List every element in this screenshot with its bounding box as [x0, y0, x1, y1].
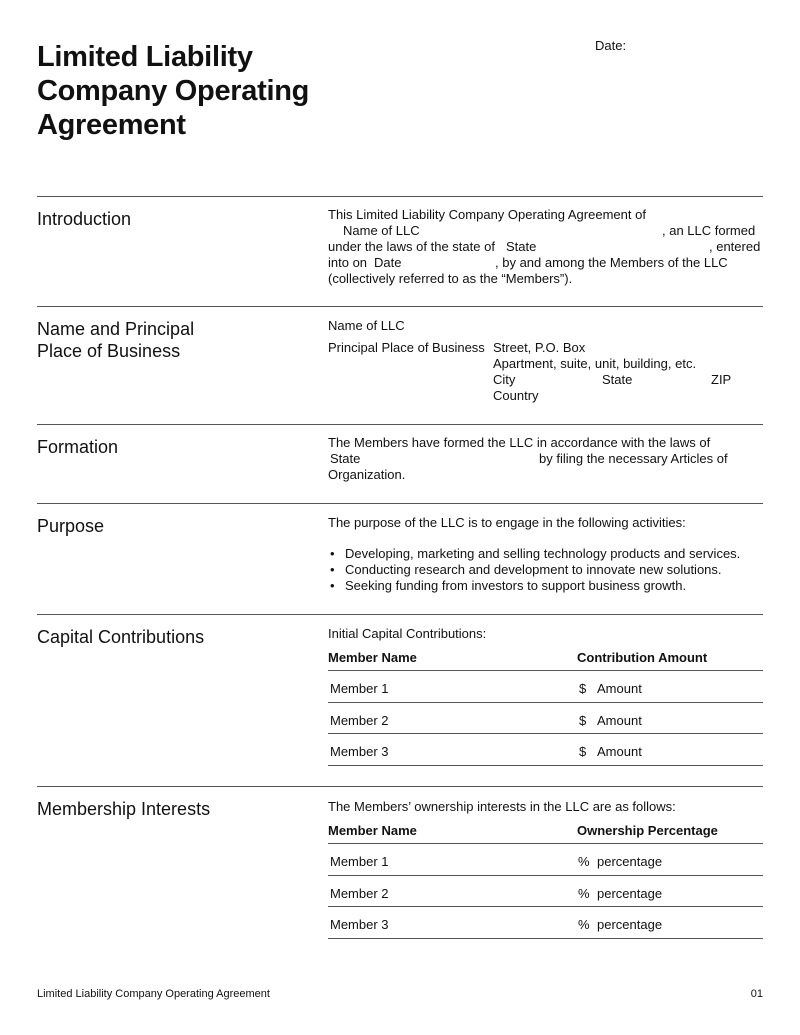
purpose-list [328, 546, 740, 594]
membership-heading: Membership Interests [37, 799, 211, 819]
percentage-field[interactable]: percentage [597, 886, 663, 901]
table-row-member: Member 2 [330, 886, 389, 901]
percent-symbol: % [578, 886, 590, 901]
section-divider [37, 614, 763, 615]
llc-name-field[interactable]: Name of LLC [328, 318, 405, 333]
intro-line-5: (collectively referred to as the “Members”). [328, 271, 573, 286]
formation-line-2: by filing the necessary Articles of [539, 451, 728, 466]
list-item: • Developing, marketing and selling technology products and services. [328, 546, 740, 562]
zip-field[interactable]: ZIP [711, 372, 732, 387]
section-divider [37, 196, 763, 197]
currency-symbol: $ [579, 744, 587, 759]
amount-field[interactable]: Amount [597, 681, 642, 696]
list-item: • Seeking funding from investors to support business growth. [328, 578, 740, 594]
percent-symbol: % [578, 854, 590, 869]
llc-name-field[interactable]: Name of LLC [343, 223, 420, 238]
page-number: 01 [750, 988, 763, 1000]
table-divider [328, 670, 763, 671]
table-divider [328, 938, 763, 939]
amount-field[interactable]: Amount [597, 744, 642, 759]
table-header-percentage: Ownership Percentage [577, 823, 718, 838]
amount-field[interactable]: Amount [597, 713, 642, 728]
table-header-amount: Contribution Amount [577, 650, 708, 665]
formation-line-3: Organization. [328, 467, 406, 482]
date-label: Date: [595, 38, 627, 53]
intro-line-3: under the laws of the state of [328, 239, 495, 254]
intro-line-4: into on [328, 255, 368, 270]
percent-symbol: % [578, 917, 590, 932]
table-row-member: Member 1 [330, 681, 389, 696]
intro-line-3-tail: , entered [709, 239, 761, 254]
table-row-member: Member 1 [330, 854, 389, 869]
page-title: Limited Liability Company Operating Agreement [37, 41, 310, 141]
currency-symbol: $ [579, 713, 587, 728]
formation-line-1: The Members have formed the LLC in accordance with the laws of [328, 435, 711, 450]
formation-heading: Formation [37, 437, 119, 457]
section-divider [37, 424, 763, 425]
state-field[interactable]: State [506, 239, 537, 254]
date-field[interactable]: Date [374, 255, 402, 270]
introduction-heading: Introduction [37, 209, 132, 229]
formation-state-field[interactable]: State [330, 451, 361, 466]
section-divider [37, 786, 763, 787]
table-divider [328, 906, 763, 907]
table-row-member: Member 3 [330, 744, 389, 759]
intro-line-2: , an LLC formed [662, 223, 756, 238]
table-header-member: Member Name [328, 650, 417, 665]
intro-line-4-tail: , by and among the Members of the LLC [495, 255, 728, 270]
table-divider [328, 733, 763, 734]
table-row-member: Member 3 [330, 917, 389, 932]
footer-title: Limited Liability Company Operating Agreement [37, 988, 270, 1000]
table-divider [328, 765, 763, 766]
intro-line-1: This Limited Liability Company Operating Agreement of [328, 207, 646, 222]
street-field[interactable]: Street, P.O. Box [493, 340, 586, 355]
currency-symbol: $ [579, 681, 587, 696]
purpose-heading: Purpose [37, 516, 105, 536]
state-field[interactable]: State [602, 372, 633, 387]
capital-heading: Capital Contributions [37, 627, 205, 647]
table-divider [328, 702, 763, 703]
name-place-heading: Name and Principal Place of Business [37, 319, 195, 361]
purpose-intro: The purpose of the LLC is to engage in the following activities: [328, 515, 686, 530]
table-row-member: Member 2 [330, 713, 389, 728]
apartment-field[interactable]: Apartment, suite, unit, building, etc. [493, 356, 697, 371]
percentage-field[interactable]: percentage [597, 854, 663, 869]
city-field[interactable]: City [493, 372, 516, 387]
table-divider [328, 843, 763, 844]
percentage-field[interactable]: percentage [597, 917, 663, 932]
table-header-member: Member Name [328, 823, 417, 838]
section-divider [37, 503, 763, 504]
principal-label: Principal Place of Business [328, 340, 485, 355]
capital-intro: Initial Capital Contributions: [328, 626, 487, 641]
list-item: • Conducting research and development to innovate new solutions. [328, 562, 740, 578]
table-divider [328, 875, 763, 876]
section-divider [37, 306, 763, 307]
membership-intro: The Members’ ownership interests in the LLC are as follows: [328, 799, 676, 814]
country-field[interactable]: Country [493, 388, 539, 403]
